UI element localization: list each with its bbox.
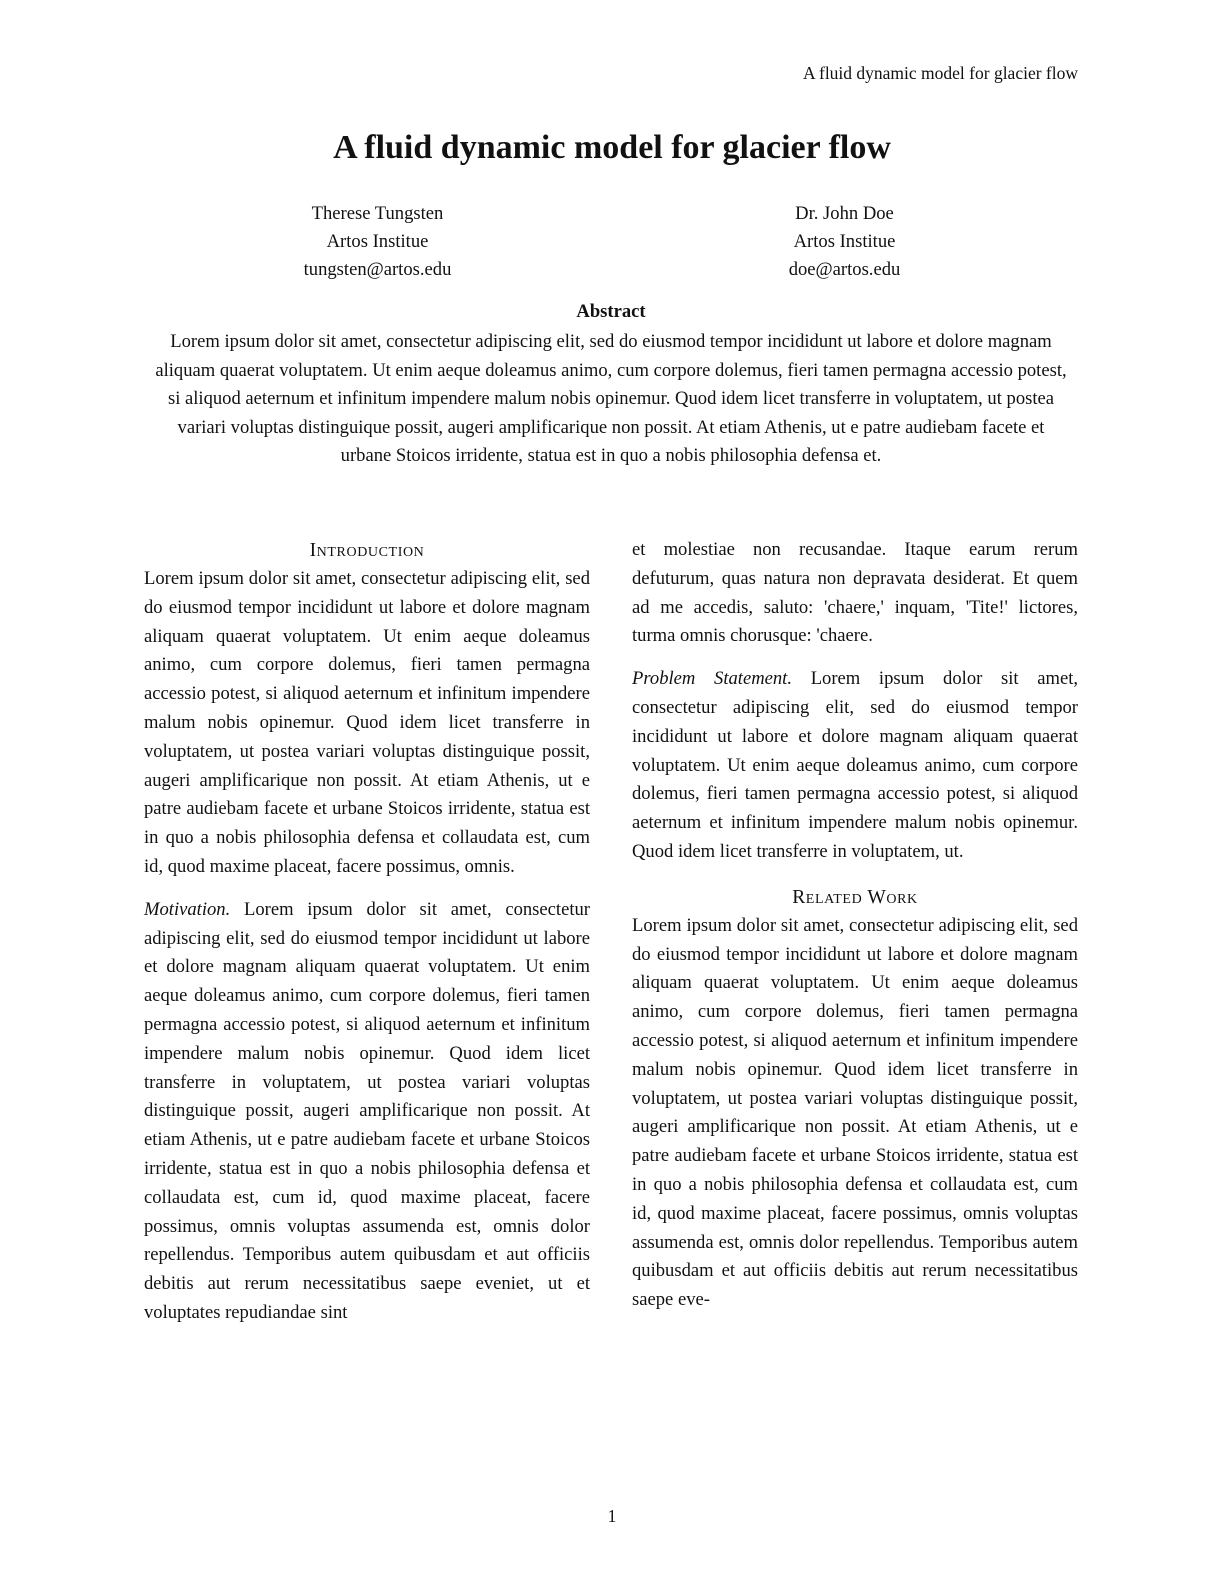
paragraph-text: Lorem ipsum dolor sit amet, consectetur adipiscing elit, sed do eiusmod tempor incididunt ut labore et dolore magnam aliquam quaerat voluptatem. Ut enim aeque doleamus animo, cum corpore dolemus, fieri tamen permagna accessio potest, si aliquod aeternum et infinitum impendere malum nobis opinemur. Quod idem licet transferre in voluptatem, ut postea variari voluptas distinguique possit, augeri amplificarique non possit. At etiam Athenis, ut e patre audiebam facete et urbane Stoicos irridente, statua est in quo a nobis philosophia defensa et collaudata est, cum id, quod maxime placeat, facere possimus, omnis. <box>144 568 590 877</box>
paper-title: A fluid dynamic model for glacier flow <box>333 129 891 166</box>
paragraph-text: et molestiae non recusandae. Itaque earum rerum defuturum, quas natura non depravata desiderat. Et quem ad me accedis, saluto: 'chaere,' inquam, 'Tite!' lictores, turma omnis chorusque: 'chaere. <box>632 539 1078 647</box>
body-columns <box>144 536 1078 1342</box>
author-affiliation: Artos Institue <box>793 231 896 252</box>
paragraph-text: Lorem ipsum dolor sit amet, consectetur adipiscing elit, sed do eiusmod tempor incididunt ut labore et dolore magnam aliquam quaerat voluptatem. Ut enim aeque doleamus animo, cum corpore dolemus, fieri tamen permagna accessio potest, si aliquod aeternum et infinitum impendere malum nobis opinemur. Quod idem licet transferre in voluptatem, ut postea variari voluptas distinguique possit, augeri amplificarique non possit. At etiam Athenis, ut e patre audiebam facete et urbane Stoicos irridente, statua est in quo a nobis philosophia defensa et collaudata est, cum id, quod maxime placeat, facere possimus, omnis voluptas assumenda est, omnis dolor repellendus. Temporibus autem quibusdam et aut officiis debitis aut rerum necessitatibus saepe eve- <box>632 914 1078 1311</box>
paragraph <box>632 912 1078 1315</box>
section-heading-introduction: Introduction <box>309 540 425 561</box>
abstract-text: Lorem ipsum dolor sit amet, consectetur adipiscing elit, sed do eiusmod tempor incididunt ut labore et dolore magnam aliquam quaerat voluptatem. Ut enim aeque doleamus animo, cum corpore dolemus, fieri tamen permagna accessio potest, si aliquod aeternum et infinitum impendere malum nobis opinemur. Quod idem licet transferre in voluptatem, ut postea variari voluptas distinguique possit, augeri amplificarique non possit. At etiam Athenis, ut e patre audiebam facete et urbane Stoicos irridente, statua est in quo a nobis philosophia defensa et. <box>155 331 1067 467</box>
author-affiliation: Artos Institue <box>326 231 429 252</box>
paragraph-text: Lorem ipsum dolor sit amet, consectetur adipiscing elit, sed do eiusmod tempor incididunt ut labore et dolore magnam aliquam quaerat voluptatem. Ut enim aeque doleamus animo, cum corpore dolemus, fieri tamen permagna accessio potest, si aliquod aeternum et infinitum impendere malum nobis opinemur. Quod idem licet transferre in voluptatem, ut. <box>632 668 1079 862</box>
right-column <box>632 536 1078 1342</box>
paragraph <box>144 565 590 882</box>
paragraph-text: Lorem ipsum dolor sit amet, consectetur adipiscing elit, sed do eiusmod tempor incididunt ut labore et dolore magnam aliquam quaerat voluptatem. Ut enim aeque doleamus animo, cum corpore dolemus, fieri tamen permagna accessio potest, si aliquod aeternum et infinitum impendere malum nobis opinemur. Quod idem licet transferre in voluptatem, ut postea variari voluptas distinguique possit, augeri amplificarique non possit. At etiam Athenis, ut e patre audiebam facete et urbane Stoicos irridente, statua est in quo a nobis philosophia defensa et collaudata est, cum id, quod maxime placeat, facere possimus, omnis voluptas assumenda est, omnis dolor repellendus. Temporibus autem quibusdam et aut officiis debitis aut rerum necessitatibus saepe eveniet, ut et voluptates repudiandae sint <box>144 898 590 1323</box>
author-block <box>144 200 1078 284</box>
section-heading-related-work: Related Work <box>792 886 918 908</box>
abstract-heading: Abstract <box>576 301 646 322</box>
author-email: doe@artos.edu <box>788 259 901 280</box>
author-name: Dr. John Doe <box>795 203 894 224</box>
abstract-section <box>154 299 1068 471</box>
author-email: tungsten@artos.edu <box>303 259 452 280</box>
page-number: 1 <box>607 1506 617 1526</box>
left-column <box>144 536 590 1342</box>
runin-heading-motivation: Motivation. <box>144 898 231 920</box>
author-right <box>611 200 1078 284</box>
paragraph <box>632 665 1078 867</box>
running-head: A fluid dynamic model for glacier flow <box>802 63 1078 83</box>
author-name: Therese Tungsten <box>311 203 444 224</box>
author-left <box>144 200 611 284</box>
paragraph <box>632 536 1078 651</box>
runin-heading-problem-statement: Problem Statement. <box>632 668 792 690</box>
paragraph <box>144 896 590 1328</box>
